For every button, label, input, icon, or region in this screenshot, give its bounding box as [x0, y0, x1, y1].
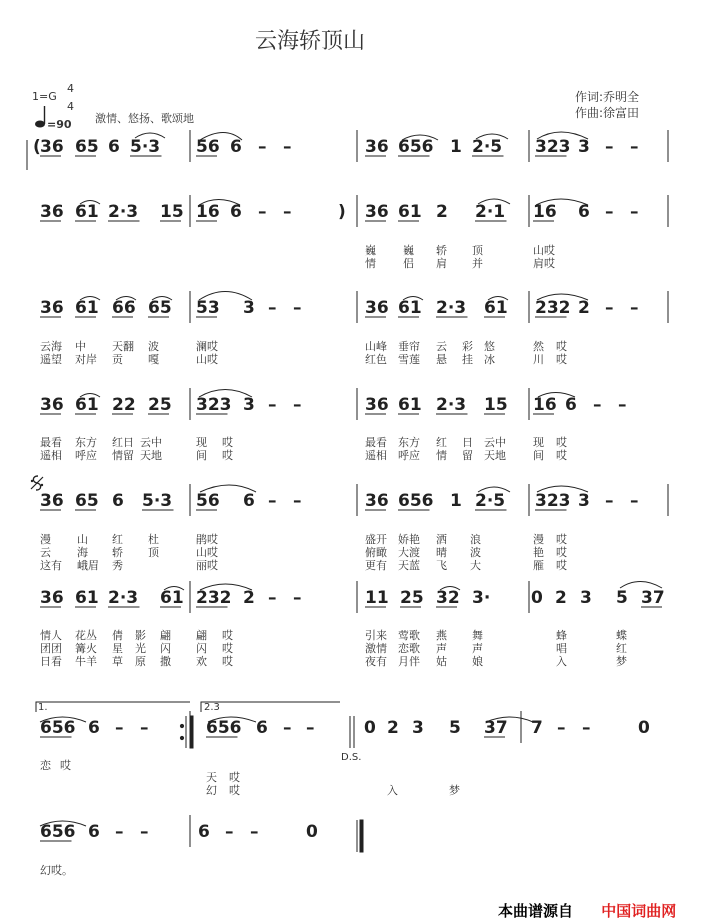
note-token: 66: [112, 298, 136, 318]
lyric-word: 轿: [436, 244, 447, 257]
lyric-word: 更有: [365, 559, 387, 572]
lyric-word: 大: [470, 559, 481, 572]
note-token: –: [618, 395, 627, 415]
note-token: 36: [365, 202, 389, 222]
lyric-word: 呼应: [398, 449, 420, 462]
lyric-word: 峨眉: [77, 559, 99, 572]
note-token: 2·3: [108, 588, 139, 608]
note-token: 61: [75, 395, 99, 415]
lyric-word: 然: [533, 340, 544, 353]
lyric-word: 梦: [449, 784, 460, 797]
lyric-word: 巍: [403, 244, 414, 257]
lyric-word: 情: [365, 257, 376, 270]
lyric-word: 漫: [533, 533, 544, 546]
note-token: 36: [365, 137, 389, 157]
watermark-source: 本曲谱源自: [498, 902, 574, 920]
note-token: 6: [565, 395, 577, 415]
lyric-word: 哎: [222, 449, 233, 462]
lyric-word: 娘: [472, 655, 483, 668]
lyric-word: 大渡: [398, 546, 420, 559]
lyric-word: 垂帘: [398, 340, 420, 353]
score-notes: [33, 130, 668, 877]
lyric-word: 花丛: [75, 629, 97, 642]
lyric-word: 红: [436, 436, 447, 449]
lyric-word: 幻: [206, 784, 217, 797]
note-token: 56: [196, 137, 220, 157]
note-token: 36: [40, 588, 64, 608]
note-token: –: [605, 137, 614, 157]
note-token: 0: [531, 588, 543, 608]
lyric-word: 蝶: [616, 629, 627, 642]
lyric-word: 悠: [484, 340, 495, 353]
lyric-word: 哎: [222, 629, 233, 642]
note-token: 6: [112, 491, 124, 511]
lyric-word: 顶: [148, 546, 159, 559]
lyric-word: 肩: [436, 257, 447, 270]
lyric-word: 入: [387, 784, 398, 797]
note-token: 16: [196, 202, 220, 222]
lyricist-credit: 作词:乔明全: [575, 90, 640, 104]
lyric-word: 最看: [365, 436, 387, 449]
lyric-word: 情人: [40, 629, 62, 642]
note-token: 2: [555, 588, 567, 608]
lyric-word: 山哎: [533, 244, 555, 257]
lyric-word: 山: [77, 533, 88, 546]
note-token: –: [605, 491, 614, 511]
lyric-word: 浪: [470, 533, 481, 546]
lyric-word: 撒: [160, 655, 171, 668]
note-token: 232: [196, 588, 232, 608]
note-token: 2·5: [472, 137, 503, 157]
song-title: 云海轿顶山: [254, 29, 365, 54]
note-token: 65: [148, 298, 172, 318]
note-token: 6: [198, 822, 210, 842]
note-token: 656: [398, 491, 434, 511]
lyric-word: 山峰: [365, 340, 387, 353]
lyric-word: 激情: [365, 642, 387, 655]
note-token: 2·3: [436, 395, 467, 415]
lyric-word: 现: [196, 436, 207, 449]
lyric-word: 巍: [365, 244, 376, 257]
note-token: 36: [40, 491, 64, 511]
note-token: –: [630, 137, 639, 157]
lyric-word: 姑: [436, 655, 447, 668]
note-token: 36: [40, 298, 64, 318]
lyric-word: 月伴: [398, 655, 420, 668]
lyric-word: 遥相: [40, 449, 62, 462]
lyric-word: 飞: [436, 559, 447, 572]
lyric-word: 引来: [365, 629, 387, 642]
lyric-word: 哎: [222, 436, 233, 449]
note-token: 656: [398, 137, 434, 157]
note-token: 2·3: [436, 298, 467, 318]
note-token: 6: [230, 137, 242, 157]
note-token: 61: [484, 298, 508, 318]
note-token: 61: [75, 202, 99, 222]
note-token: 5: [449, 718, 461, 738]
lyric-word: 中: [75, 340, 86, 353]
note-token: –: [605, 202, 614, 222]
lyric-word: 雁: [533, 559, 544, 572]
lyric-word: 波: [148, 340, 159, 353]
note-token: 3: [412, 718, 424, 738]
lyric-word: 情: [436, 449, 447, 462]
note-token: –: [115, 822, 124, 842]
lyric-word: 云: [436, 340, 447, 353]
note-token: 2·5: [475, 491, 506, 511]
note-token: 323: [196, 395, 232, 415]
note-token: 2: [578, 298, 590, 318]
lyric-word: 晴: [436, 546, 447, 559]
note-token: 2·1: [475, 202, 506, 222]
note-token: 61: [398, 298, 422, 318]
lyric-word: 哎: [556, 353, 567, 366]
volta-first: 1.: [38, 702, 48, 713]
lyric-word: 海: [77, 546, 88, 559]
note-token: –: [268, 395, 277, 415]
lyric-word: 天蓝: [398, 559, 420, 572]
lyric-word: 顶: [472, 244, 483, 257]
lyric-word: 恋歌: [398, 642, 420, 655]
note-token: 5·3: [130, 137, 161, 157]
note-token: –: [582, 718, 591, 738]
note-token: 7: [531, 718, 543, 738]
note-token: –: [630, 202, 639, 222]
note-token: –: [258, 137, 267, 157]
note-token: 36: [365, 395, 389, 415]
note-token: 65: [75, 137, 99, 157]
lyric-word: 哎: [556, 559, 567, 572]
note-token: –: [593, 395, 602, 415]
lyric-word: 冰: [484, 353, 495, 366]
note-token: –: [268, 491, 277, 511]
lyric-word: 声: [436, 642, 447, 655]
lyric-word: 红色: [365, 353, 387, 366]
note-token: 3·: [472, 588, 491, 608]
note-token: –: [630, 491, 639, 511]
lyric-word: 丽哎: [196, 559, 218, 572]
lyric-word: 轿: [112, 546, 123, 559]
note-token: 6: [578, 202, 590, 222]
note-token: 3: [578, 491, 590, 511]
lyric-word: 哎: [60, 759, 71, 772]
lyric-word: 这有: [40, 559, 62, 572]
note-token: 37: [484, 718, 508, 738]
time-signature-bottom: 4: [67, 100, 74, 113]
lyric-word: 蜂: [556, 629, 567, 642]
lyric-word: 澜哎: [196, 340, 218, 353]
note-token: 61: [160, 588, 184, 608]
lyric-word: 东方: [75, 436, 97, 449]
lyric-word: 星: [112, 642, 123, 655]
note-token: 656: [40, 718, 76, 738]
lyric-word: 间: [533, 449, 544, 462]
note-token: 6: [108, 137, 120, 157]
lyric-word: 哎: [229, 784, 240, 797]
note-token: 0: [638, 718, 650, 738]
lyric-word: 翩: [160, 629, 171, 642]
note-token: 2: [243, 588, 255, 608]
lyric-word: 日看: [40, 655, 62, 668]
note-token: 65: [75, 491, 99, 511]
note-token: 5: [616, 588, 628, 608]
lyric-word: 闪: [196, 642, 207, 655]
note-token: –: [630, 298, 639, 318]
note-token: 36: [40, 137, 64, 157]
lyric-word: 天地: [484, 449, 506, 462]
lyric-word: 翩: [196, 629, 207, 642]
note-token: 6: [243, 491, 255, 511]
lyric-word: 东方: [398, 436, 420, 449]
note-token: 3: [243, 395, 255, 415]
lyric-word: 哎: [556, 533, 567, 546]
lyric-word: 云中: [484, 436, 506, 449]
lyric-word: 挂: [462, 353, 473, 366]
lyric-word: 团团: [40, 642, 62, 655]
lyric-word: 影: [135, 629, 146, 642]
lyric-word: 燕: [436, 629, 447, 642]
note-token: 11: [365, 588, 389, 608]
lyric-word: 最看: [40, 436, 62, 449]
key-signature: 1=G: [32, 90, 57, 103]
note-token: –: [293, 395, 302, 415]
lyric-word: 杜: [148, 533, 159, 546]
lyric-word: 留: [462, 449, 473, 462]
lyric-word: 哎: [556, 449, 567, 462]
lyric-word: 对岸: [75, 353, 97, 366]
lyric-word: 呼应: [75, 449, 97, 462]
lyric-word: 天: [206, 771, 217, 784]
note-token: 3: [578, 137, 590, 157]
note-token: 1: [450, 137, 462, 157]
note-token: 36: [40, 202, 64, 222]
lyric-word: 俯瞰: [365, 546, 387, 559]
score-marks: [40, 132, 662, 826]
lyric-word: 光: [135, 642, 146, 655]
note-token: –: [115, 718, 124, 738]
lyric-word: 云中: [140, 436, 162, 449]
note-token: –: [557, 718, 566, 738]
dal-segno: D.S.: [341, 752, 362, 763]
lyric-word: 牛羊: [75, 655, 97, 668]
lyric-word: 舞: [472, 629, 483, 642]
note-token: 53: [196, 298, 220, 318]
lyric-word: 情留: [112, 449, 134, 462]
lyric-word: 草: [112, 655, 123, 668]
note-token: 22: [112, 395, 136, 415]
lyric-word: 声: [472, 642, 483, 655]
lyric-word: 悬: [436, 353, 447, 366]
lyric-word: 云: [40, 546, 51, 559]
note-token: 61: [75, 588, 99, 608]
note-token: 36: [365, 491, 389, 511]
lyric-word: 原: [135, 655, 146, 668]
watermark-site: 中国词曲网: [601, 902, 677, 920]
lyric-word: 哎: [556, 546, 567, 559]
note-token: (: [33, 137, 41, 157]
note-token: 2·3: [108, 202, 139, 222]
note-token: 32: [436, 588, 460, 608]
lyric-word: 天地: [140, 449, 162, 462]
lyric-word: 红: [616, 642, 627, 655]
note-token: –: [306, 718, 315, 738]
note-token: 6: [230, 202, 242, 222]
note-token: 61: [398, 202, 422, 222]
note-token: –: [293, 491, 302, 511]
note-token: –: [140, 718, 149, 738]
note-token: 323: [535, 137, 571, 157]
note-token: –: [258, 202, 267, 222]
note-token: 6: [88, 718, 100, 738]
lyric-word: 倩: [112, 629, 123, 642]
lyric-word: 唱: [556, 642, 567, 655]
lyric-word: 艳: [533, 546, 544, 559]
lyric-word: 并: [472, 257, 483, 270]
lyric-word: 山哎: [196, 546, 218, 559]
note-token: –: [140, 822, 149, 842]
lyric-word: 洒: [436, 533, 447, 546]
lyric-word: 云海: [40, 340, 62, 353]
note-token: 5·3: [142, 491, 173, 511]
lyric-word: 哎: [556, 436, 567, 449]
lyric-word: 天翻: [112, 340, 134, 353]
lyric-word: 肩哎: [533, 257, 555, 270]
lyric-word: 哎: [222, 642, 233, 655]
note-token: –: [605, 298, 614, 318]
note-token: 37: [641, 588, 665, 608]
lyric-word: 夜有: [365, 655, 387, 668]
lyric-word: 入: [556, 655, 567, 668]
lyric-word: 现: [533, 436, 544, 449]
lyric-word: 篝火: [75, 642, 97, 655]
note-token: 3: [580, 588, 592, 608]
lyric-word: 幻哎。: [40, 864, 73, 877]
note-token: –: [293, 588, 302, 608]
note-token: 36: [40, 395, 64, 415]
lyric-word: 盛开: [365, 533, 387, 546]
segno-icon: [31, 476, 43, 490]
lyric-word: 山哎: [196, 353, 218, 366]
volta-second: 2.3: [204, 702, 220, 713]
lyric-word: 彩: [462, 340, 473, 353]
lyric-word: 秀: [112, 559, 123, 572]
note-token: 15: [160, 202, 184, 222]
lyric-word: 闪: [160, 642, 171, 655]
lyric-word: 日: [462, 436, 473, 449]
lyric-word: 哎: [229, 771, 240, 784]
lyric-word: 红日: [112, 436, 134, 449]
note-token: 656: [206, 718, 242, 738]
note-token: 232: [535, 298, 571, 318]
note-token: 61: [75, 298, 99, 318]
note-token: 15: [484, 395, 508, 415]
note-token: –: [268, 298, 277, 318]
lyric-word: 雪莲: [398, 353, 420, 366]
lyric-word: 莺歌: [398, 629, 420, 642]
note-token: 2: [436, 202, 448, 222]
volta-brackets: [36, 702, 340, 712]
lyric-word: 贡: [112, 353, 123, 366]
note-token: –: [268, 588, 277, 608]
note-token: 3: [243, 298, 255, 318]
expression-mark: 激情、悠扬、歌颂地: [95, 112, 194, 125]
note-token: 56: [196, 491, 220, 511]
lyric-word: 嘎: [148, 353, 159, 366]
note-token: 36: [365, 298, 389, 318]
note-token: –: [250, 822, 259, 842]
note-token: 61: [398, 395, 422, 415]
lyric-word: 遥相: [365, 449, 387, 462]
note-token: 16: [533, 395, 557, 415]
lyric-word: 梦: [616, 655, 627, 668]
note-token: 25: [400, 588, 424, 608]
composer-credit: 作曲:徐富田: [575, 106, 640, 120]
lyric-word: 侣: [403, 257, 414, 270]
lyric-word: 鹃哎: [196, 533, 218, 546]
note-token: 25: [148, 395, 172, 415]
note-token: 656: [40, 822, 76, 842]
lyric-word: 间: [196, 449, 207, 462]
note-token: 6: [256, 718, 268, 738]
lyric-word: 娇艳: [398, 533, 420, 546]
note-token: ): [338, 202, 346, 222]
note-token: 0: [306, 822, 318, 842]
note-token: –: [283, 718, 292, 738]
lyric-word: 欢: [196, 655, 207, 668]
lyric-word: 川: [533, 353, 544, 366]
lyric-word: 波: [470, 546, 481, 559]
time-signature-top: 4: [67, 82, 74, 95]
lyric-word: 遥望: [40, 353, 62, 366]
lyric-word: 漫: [40, 533, 51, 546]
lyric-word: 哎: [556, 340, 567, 353]
note-token: –: [283, 202, 292, 222]
note-token: 6: [88, 822, 100, 842]
tempo-mark: =90: [47, 118, 72, 131]
watermark: [498, 900, 676, 921]
note-token: 16: [533, 202, 557, 222]
note-token: 1: [450, 491, 462, 511]
note-token: –: [225, 822, 234, 842]
note-token: –: [283, 137, 292, 157]
note-token: 2: [387, 718, 399, 738]
lyric-word: 红: [112, 533, 123, 546]
lyric-word: 恋: [40, 759, 51, 772]
note-token: 0: [364, 718, 376, 738]
note-token: –: [293, 298, 302, 318]
note-token: 323: [535, 491, 571, 511]
lyric-word: 哎: [222, 655, 233, 668]
